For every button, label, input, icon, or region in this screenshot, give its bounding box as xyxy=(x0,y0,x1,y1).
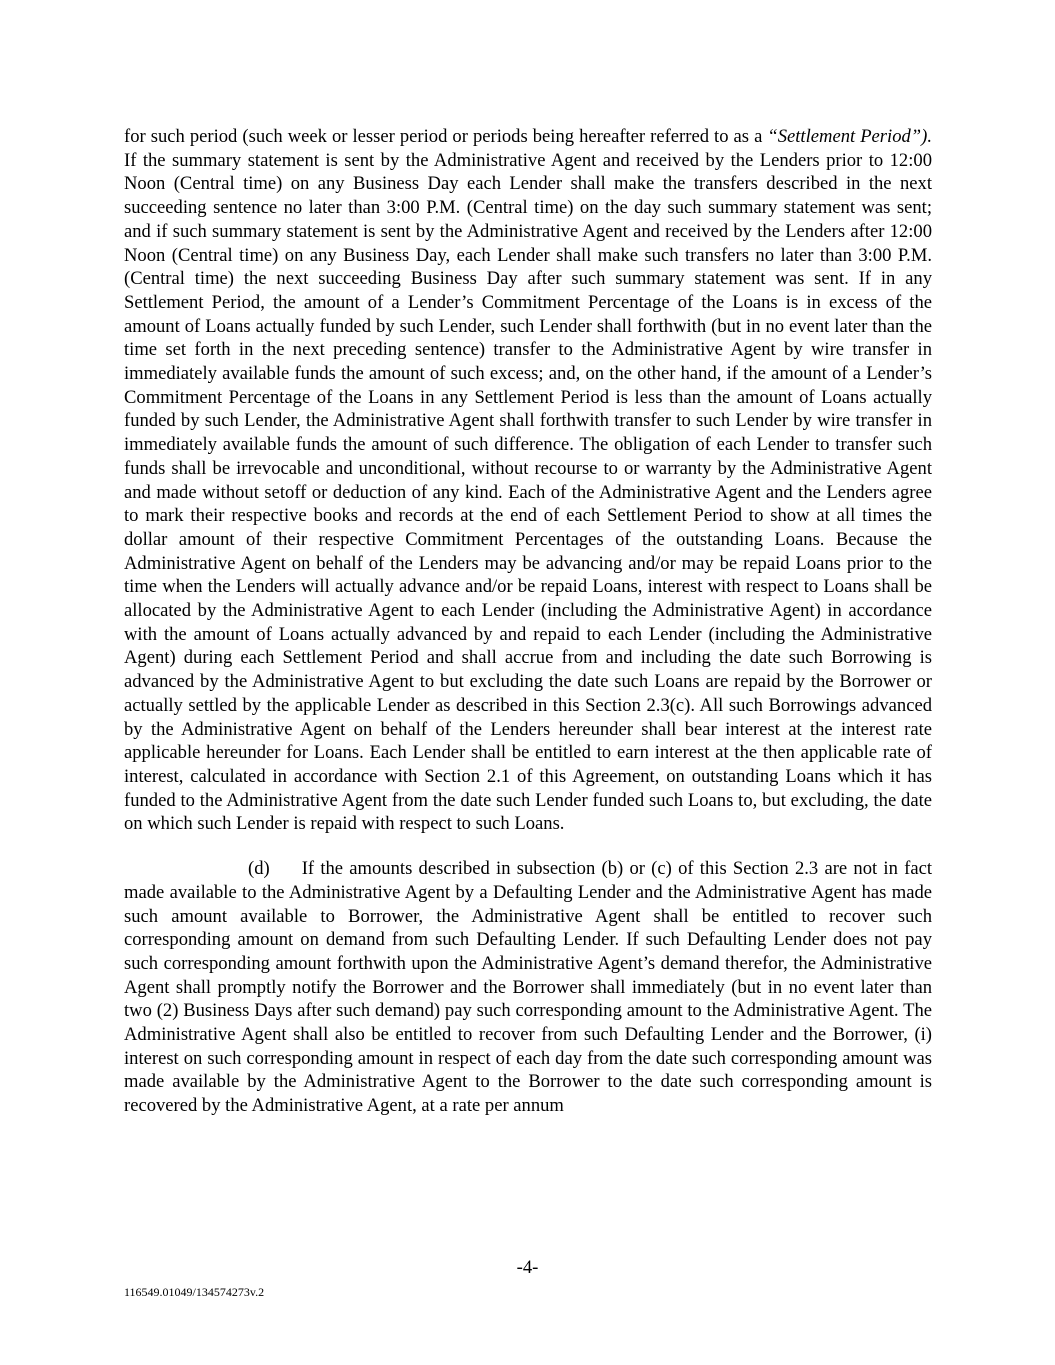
paragraph-body-text: If the summary statement is sent by the Administrative Agent and received by the Lenders prior to 12:00 Noon (Central time) on any Business Day each Lender shall make the transfers described in the next succeeding sentence no later than 3:00 P.M. (Central time) on the day such summary statement was sent; and if such summary statement is sent by the Administrative Agent and received by the Lenders after 12:00 Noon (Central time) on any Business Day, each Lender shall make such transfers no later than 3:00 P.M. (Central time) the next succeeding Business Day after such summary statement was sent. If in any Settlement Period, the amount of a Lender’s Commitment Percentage of the Loans is in excess of the amount of Loans actually funded by such Lender, such Lender shall forthwith (but in no event later than the time set forth in the next preceding sentence) transfer to the Administrative Agent by wire transfer in immediately available funds the amount of such excess; and, on the other hand, if the amount of a Lender’s Commitment Percentage of the Loans in any Settlement Period is less than the amount of Loans actually funded by such Lender, the Administrative Agent shall forthwith transfer to such Lender by wire transfer in immediately available funds the amount of such difference. The obligation of each Lender to transfer such funds shall be irrevocable and unconditional, without recourse to or warranty by the Administrative Agent and made without setoff or deduction of any kind. Each of the Administrative Agent and the Lenders agree to mark their respective books and records at the end of each Settlement Period to show at all times the dollar amount of their respective Commitment Percentages of the outstanding Loans. Because the Administrative Agent on behalf of the Lenders may be advancing and/or may be repaid Loans prior to the time when the Lenders will actually advance and/or be repaid Loans, interest with respect to Loans shall be allocated by the Administrative Agent to each Lender (including the Administrative Agent) in accordance with the amount of Loans actually advanced by and repaid to each Lender (including the Administrative Agent) during each Settlement Period and shall accrue from and including the date such Borrowing is advanced by the Administrative Agent to but excluding the date such Loans are repaid by the Borrower or actually settled by the applicable Lender as described in this Section 2.3(c). All such Borrowings advanced by the Administrative Agent on behalf of the Lenders hereunder shall bear interest at the interest rate applicable hereunder for Loans. Each Lender shall be entitled to earn interest at the then applicable rate of interest, calculated in accordance with Section 2.1 of this Agreement, on outstanding Loans which it has funded to the Administrative Agent from the date such Lender funded such Loans to, but excluding, the date on which such Lender is repaid with respect to such Loans. xyxy=(124,149,932,835)
subsection-body-text: If the amounts described in subsection (b) or (c) of this Section 2.3 are not in fact made available to the Administrative Agent by a Defaulting Lender and the Administrative Agent has made such amount available to Borrower, the Administrative Agent shall be entitled to recover such corresponding amount on demand from such Defaulting Lender. If such Defaulting Lender does not pay such corresponding amount forthwith upon the Administrative Agent’s demand therefor, the Administrative Agent shall promptly notify the Borrower and the Borrower shall immediately (but in no event later than two (2) Business Days after such demand) pay such corresponding amount to the Administrative Agent. The Administrative Agent shall also be entitled to recover from such Defaulting Lender and the Borrower, (i) interest on such corresponding amount in respect of each day from the date such corresponding amount was made available by the Administrative Agent to the Borrower to the date such corresponding amount is recovered by the Administrative Agent, at a rate per annum xyxy=(124,858,932,1117)
document-id: 116549.01049/134574273v.2 xyxy=(124,1285,265,1299)
document-body xyxy=(124,125,932,1118)
paragraph-subsection-d xyxy=(124,857,932,1118)
paragraph-lead-text: for such period (such week or lesser period or periods being hereafter referred to as a xyxy=(124,126,768,147)
page-number: -4- xyxy=(516,1257,539,1278)
subsection-label: (d) xyxy=(248,858,270,880)
defined-term-settlement-period: “Settlement Period”). xyxy=(767,126,932,147)
paragraph-settlement-period xyxy=(124,125,932,836)
